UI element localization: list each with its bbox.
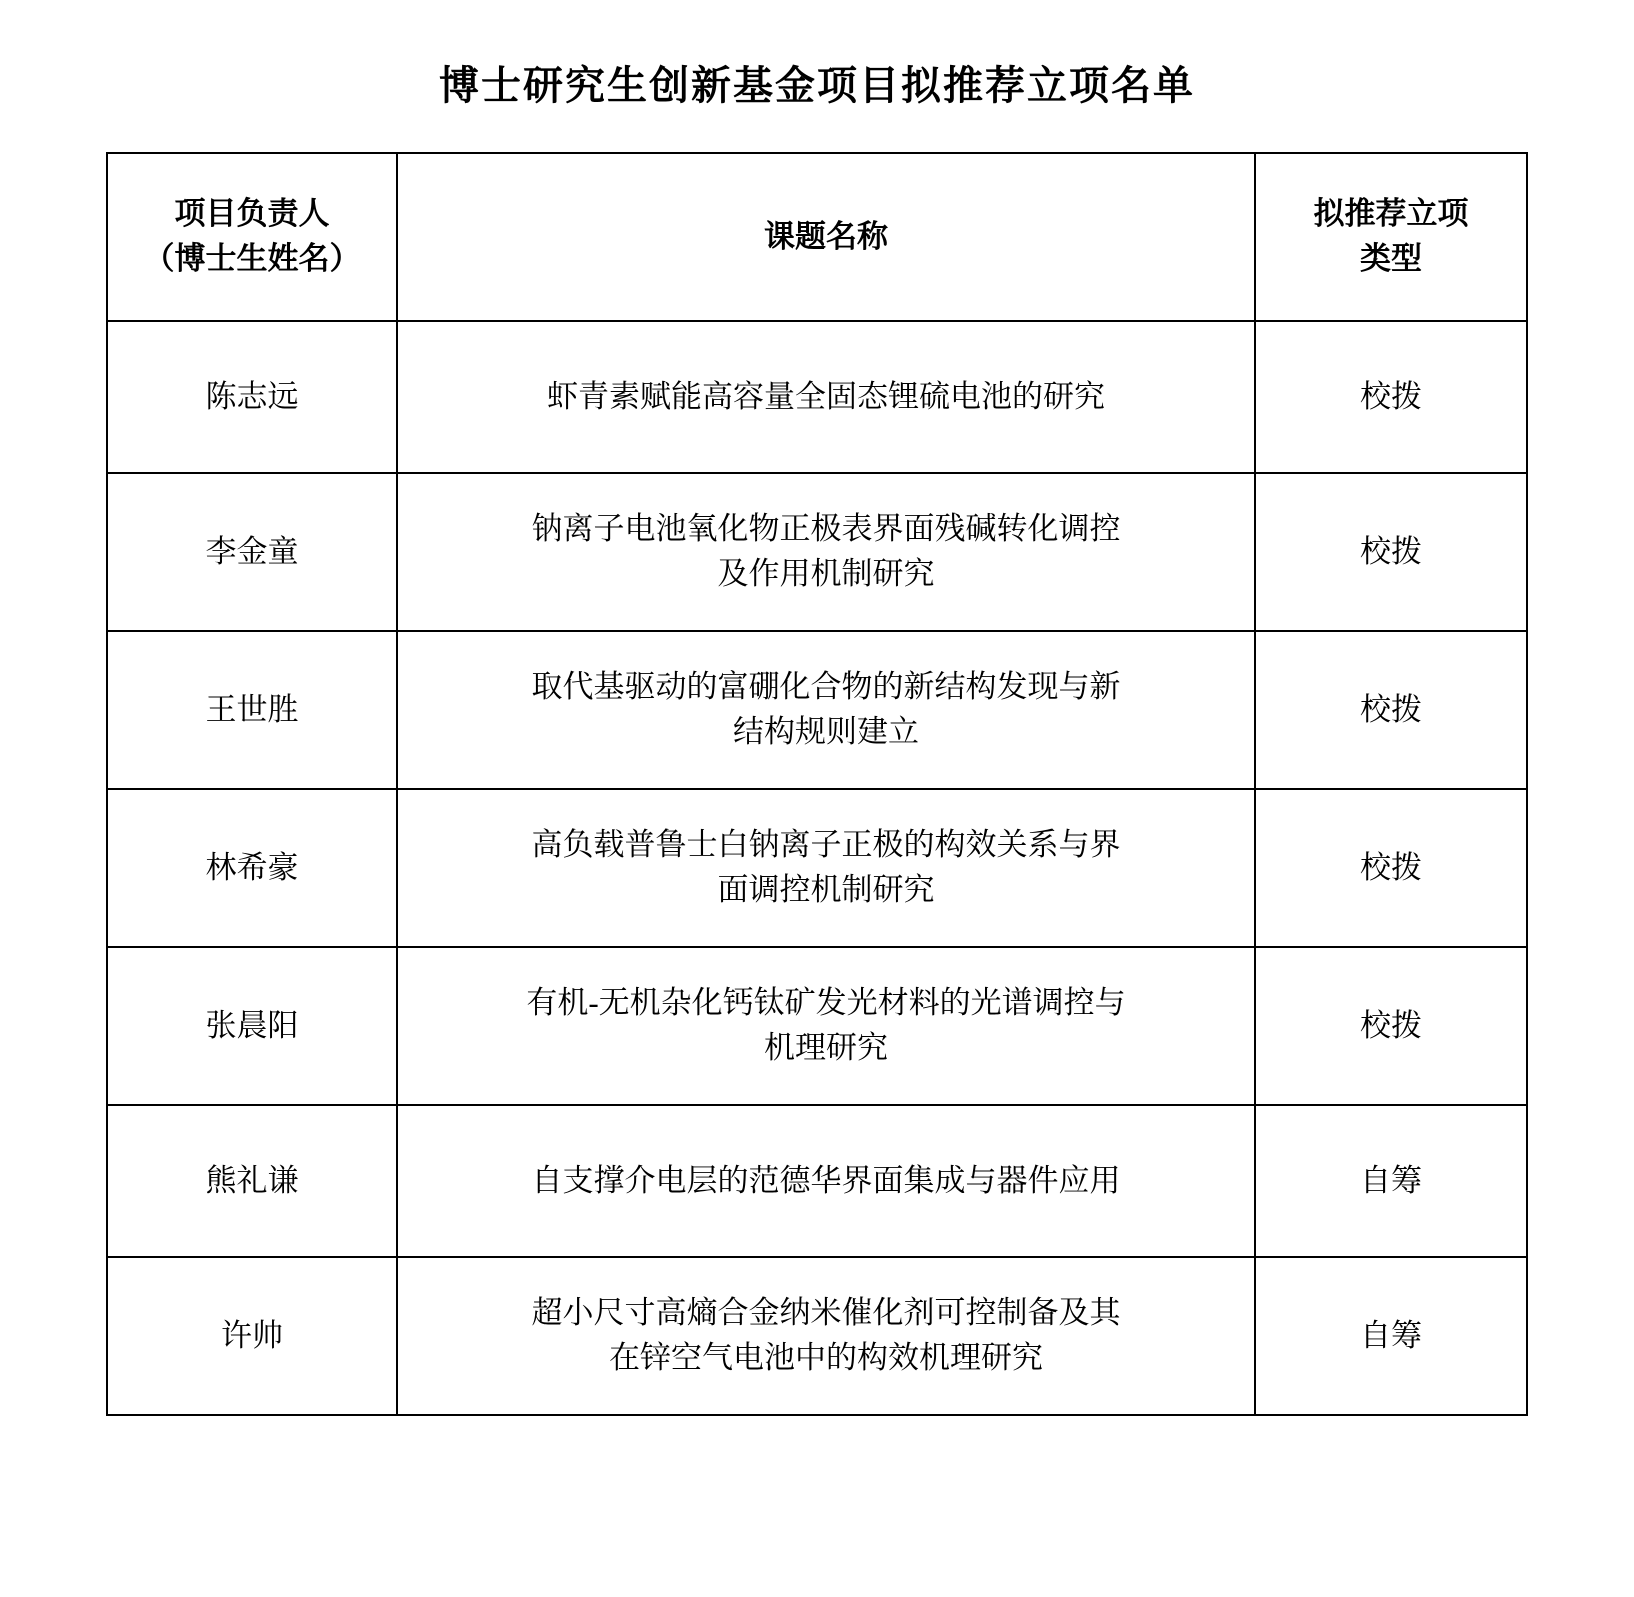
cell-topic [397, 631, 1255, 789]
cell-leader: 林希豪 [107, 789, 397, 947]
table-row [107, 947, 1527, 1105]
cell-topic-line1: 钠离子电池氧化物正极表界面残碱转化调控 [531, 511, 1121, 547]
cell-topic-line1: 高负载普鲁士白钠离子正极的构效关系与界 [531, 827, 1121, 863]
column-header-topic: 课题名称 [397, 153, 1255, 321]
cell-type: 自筹 [1255, 1257, 1527, 1415]
cell-topic [397, 1105, 1255, 1257]
cell-leader: 张晨阳 [107, 947, 397, 1105]
cell-topic-line1: 超小尺寸高熵合金纳米催化剂可控制备及其 [531, 1295, 1121, 1331]
table-row [107, 1105, 1527, 1257]
column-header-leader-line2: （博士生姓名） [143, 241, 361, 276]
cell-topic-line1: 有机-无机杂化钙钛矿发光材料的光谱调控与 [526, 985, 1126, 1021]
cell-leader: 熊礼谦 [107, 1105, 397, 1257]
cell-leader: 王世胜 [107, 631, 397, 789]
cell-type: 校拨 [1255, 631, 1527, 789]
cell-leader: 许帅 [107, 1257, 397, 1415]
table-header-row [107, 153, 1527, 321]
column-header-leader-line1: 项目负责人 [174, 196, 330, 232]
cell-type: 校拨 [1255, 947, 1527, 1105]
cell-type: 校拨 [1255, 473, 1527, 631]
cell-topic-line2: 结构规则建立 [733, 714, 919, 749]
cell-type: 自筹 [1255, 1105, 1527, 1257]
cell-topic [397, 321, 1255, 473]
table-row [107, 321, 1527, 473]
table-row [107, 789, 1527, 947]
table-row [107, 1257, 1527, 1415]
cell-topic [397, 947, 1255, 1105]
table-row [107, 631, 1527, 789]
table-row [107, 473, 1527, 631]
cell-topic [397, 789, 1255, 947]
column-header-type-line2: 类型 [1360, 241, 1422, 276]
column-header-type-line1: 拟推荐立项 [1313, 196, 1469, 232]
cell-topic [397, 1257, 1255, 1415]
cell-topic-line2: 在锌空气电池中的构效机理研究 [609, 1340, 1043, 1375]
cell-topic [397, 473, 1255, 631]
cell-leader: 李金童 [107, 473, 397, 631]
table-body [107, 321, 1527, 1415]
cell-topic-line2: 及作用机制研究 [717, 556, 935, 591]
cell-topic-line2: 面调控机制研究 [717, 872, 935, 907]
cell-leader: 陈志远 [107, 321, 397, 473]
table-header [107, 153, 1527, 321]
column-header-leader [107, 153, 397, 321]
cell-type: 校拨 [1255, 789, 1527, 947]
project-listing-table [106, 152, 1528, 1416]
cell-topic-line1: 虾青素赋能高容量全固态锂硫电池的研究 [547, 378, 1105, 414]
document-page [0, 62, 1634, 1597]
page-title: 博士研究生创新基金项目拟推荐立项名单 [439, 63, 1195, 108]
cell-type: 校拨 [1255, 321, 1527, 473]
cell-topic-line2: 机理研究 [764, 1030, 888, 1065]
column-header-type [1255, 153, 1527, 321]
cell-topic-line1: 取代基驱动的富硼化合物的新结构发现与新 [531, 669, 1121, 705]
cell-topic-line1: 自支撑介电层的范德华界面集成与器件应用 [531, 1162, 1121, 1198]
